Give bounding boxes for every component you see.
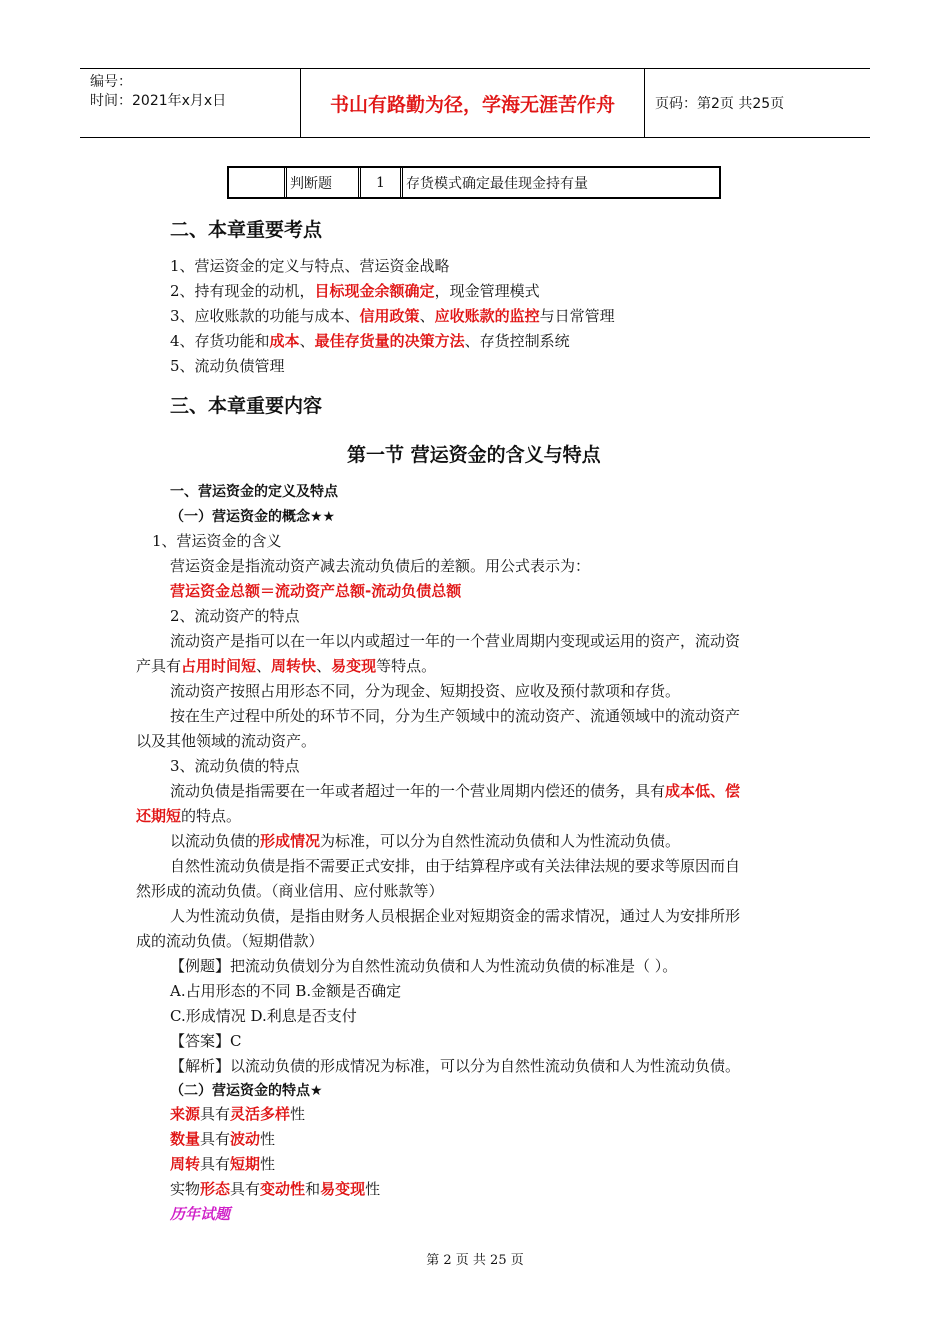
- text-run: 和: [305, 1180, 321, 1198]
- text-run: 成的流动负债。（短期借款）: [136, 932, 324, 950]
- text-run: 以及其他领域的流动资产。: [136, 732, 317, 750]
- text-run: 人为性流动负债，是指由财务人员根据企业对短期资金的需求情况，通过人为安排所形: [170, 907, 741, 925]
- page-footer: 第 2 页 共 25 页: [426, 1253, 524, 1268]
- text-run: 流动负债是指需要在一年或者超过一年的一个营业周期内偿还的债务，具有: [170, 782, 666, 800]
- body-line: [170, 555, 590, 576]
- text-run: 2、持有现金的动机，: [170, 282, 315, 300]
- highlighted-text: 还期短: [136, 807, 182, 825]
- text-run: 按在生产过程中所处的环节不同，分为生产领域中的流动资产、流通领域中的流动资产: [170, 707, 741, 725]
- body-line: [170, 1055, 740, 1076]
- text-run: 、: [256, 657, 272, 675]
- highlighted-text: 易变现: [320, 1180, 366, 1198]
- text-run: 【解析】以流动负债的形成情况为标准，可以分为自然性流动负债和人为性流动负债。: [170, 1057, 741, 1075]
- text-run: 【例题】把流动负债划分为自然性流动负债和人为性流动负债的标准是（ ）。: [170, 957, 678, 975]
- highlighted-text: 形成情况: [260, 832, 321, 850]
- highlighted-text: 来源: [170, 1105, 201, 1123]
- text-run: C.形成情况 D.利息是否支付: [170, 1007, 357, 1025]
- body-line: [170, 955, 677, 976]
- text-run: 3、流动负债的特点: [170, 757, 300, 775]
- highlighted-text: 信用政策: [359, 307, 420, 325]
- header-motto: 书山有路勤为径，学海无涯苦作舟: [301, 69, 645, 137]
- text-run: 然形成的流动负债。（商业信用、应付账款等）: [136, 882, 444, 900]
- body-line: [170, 1005, 357, 1026]
- highlighted-text: 数量: [170, 1130, 201, 1148]
- question-topic-cell: 存货模式确定最佳现金持有量: [406, 175, 588, 192]
- highlighted-text: 周转快: [271, 657, 317, 675]
- body-line: [170, 855, 740, 876]
- feature-item: [170, 1103, 305, 1124]
- text-run: 【答案】C: [170, 1032, 242, 1050]
- body-line: [136, 930, 324, 951]
- highlighted-text: 成本: [269, 332, 300, 350]
- highlighted-text: 应收账款的监控: [434, 307, 540, 325]
- question-count-cell: 1: [361, 168, 403, 197]
- highlighted-text: 灵活多样: [230, 1105, 291, 1123]
- text-run: 等特点。: [376, 657, 437, 675]
- highlighted-text: 短期: [230, 1155, 261, 1173]
- past-exams-label: 历年试题: [170, 1205, 231, 1223]
- body-line: [170, 605, 300, 626]
- body-line: [136, 805, 241, 826]
- feature-item: [170, 1153, 275, 1174]
- body-line: [136, 880, 444, 901]
- highlighted-text: 形态: [200, 1180, 231, 1198]
- key-points-heading: 二、本章重要考点: [170, 219, 323, 241]
- text-run: 具有: [200, 1105, 231, 1123]
- body-line: [136, 730, 316, 751]
- text-run: 流动资产按照占用形态不同，分为现金、短期投资、应收及预付款项和存货。: [170, 682, 681, 700]
- text-run: 1、营运资金的含义: [152, 532, 282, 550]
- table-blank-cell: [229, 168, 287, 197]
- highlighted-text: 营运资金总额＝流动资产总额-流动负债总额: [170, 582, 462, 600]
- text-run: 具有: [200, 1155, 231, 1173]
- feature-item: [170, 1178, 380, 1199]
- key-point-item: [170, 280, 540, 301]
- key-point-item: [170, 330, 570, 351]
- feature-item: [170, 1128, 275, 1149]
- text-run: 4、存货功能和: [170, 332, 270, 350]
- text-run: 与日常管理: [539, 307, 615, 325]
- text-run: 性: [260, 1155, 276, 1173]
- text-run: 、存货控制系统: [464, 332, 570, 350]
- time-label: 时间：2021年x月x日: [90, 93, 227, 109]
- highlighted-text: 占用时间短: [181, 657, 257, 675]
- body-line: [170, 1030, 241, 1051]
- highlighted-text: 目标现金余额确定: [314, 282, 435, 300]
- text-run: 具有: [200, 1130, 231, 1148]
- text-run: 、: [419, 307, 435, 325]
- features-heading: （二）营运资金的特点★: [170, 1083, 323, 1099]
- content-heading: 三、本章重要内容: [170, 395, 323, 417]
- text-run: 1、营运资金的定义与特点、营运资金战略: [170, 257, 450, 275]
- text-run: ，现金管理模式: [434, 282, 540, 300]
- subsection-heading: 一、营运资金的定义及特点: [170, 484, 338, 500]
- text-run: 流动资产是指可以在一年以内或超过一年的一个营业周期内变现或运用的资产，流动资: [170, 632, 741, 650]
- body-line: [170, 580, 461, 601]
- text-run: 以流动负债的: [170, 832, 261, 850]
- text-run: 具有: [230, 1180, 261, 1198]
- text-run: 为标准，可以分为自然性流动负债和人为性流动负债。: [320, 832, 681, 850]
- text-run: 、: [316, 657, 332, 675]
- text-run: 3、应收账款的功能与成本、: [170, 307, 360, 325]
- body-line: [170, 780, 740, 801]
- text-run: 自然性流动负债是指不需要正式安排，由于结算程序或有关法律法规的要求等原因而自: [170, 857, 741, 875]
- concept-heading: （一）营运资金的概念★★: [170, 509, 336, 525]
- body-line: [170, 980, 401, 1001]
- text-run: 2、流动资产的特点: [170, 607, 300, 625]
- body-line: [170, 755, 300, 776]
- question-type-table: [227, 166, 721, 199]
- text-run: 性: [290, 1105, 306, 1123]
- number-label: 编号：: [90, 74, 132, 90]
- text-run: A.占用形态的不同 B.金额是否确定: [170, 982, 402, 1000]
- key-point-item: [170, 305, 615, 326]
- highlighted-text: 易变现: [331, 657, 377, 675]
- text-run: 5、流动负债管理: [170, 357, 285, 375]
- body-line: [170, 630, 740, 651]
- text-run: 营运资金是指流动资产减去流动负债后的差额。用公式表示为：: [170, 557, 591, 575]
- highlighted-text: 周转: [170, 1155, 201, 1173]
- key-point-item: [170, 255, 450, 276]
- text-run: 、: [299, 332, 315, 350]
- body-line: [170, 680, 680, 701]
- text-run: 实物: [170, 1180, 201, 1198]
- key-point-item: [170, 355, 285, 376]
- body-line: [152, 530, 282, 551]
- text-run: 性: [365, 1180, 381, 1198]
- text-run: 性: [260, 1130, 276, 1148]
- header-page-info: 页码：第2页 共25页: [655, 96, 785, 112]
- header-meta: [80, 69, 301, 137]
- body-line: [170, 905, 740, 926]
- document-header: [80, 68, 870, 138]
- body-line: [170, 830, 680, 851]
- question-type-cell: 判断题: [287, 168, 361, 197]
- text-run: 的特点。: [181, 807, 242, 825]
- highlighted-text: 最佳存货量的决策方法: [314, 332, 465, 350]
- highlighted-text: 波动: [230, 1130, 261, 1148]
- body-line: [170, 705, 740, 726]
- chapter-title: 第一节 营运资金的含义与特点: [347, 444, 601, 466]
- text-run: 产具有: [136, 657, 182, 675]
- highlighted-text: 成本低、偿: [665, 782, 741, 800]
- highlighted-text: 变动性: [260, 1180, 306, 1198]
- body-line: [136, 655, 436, 676]
